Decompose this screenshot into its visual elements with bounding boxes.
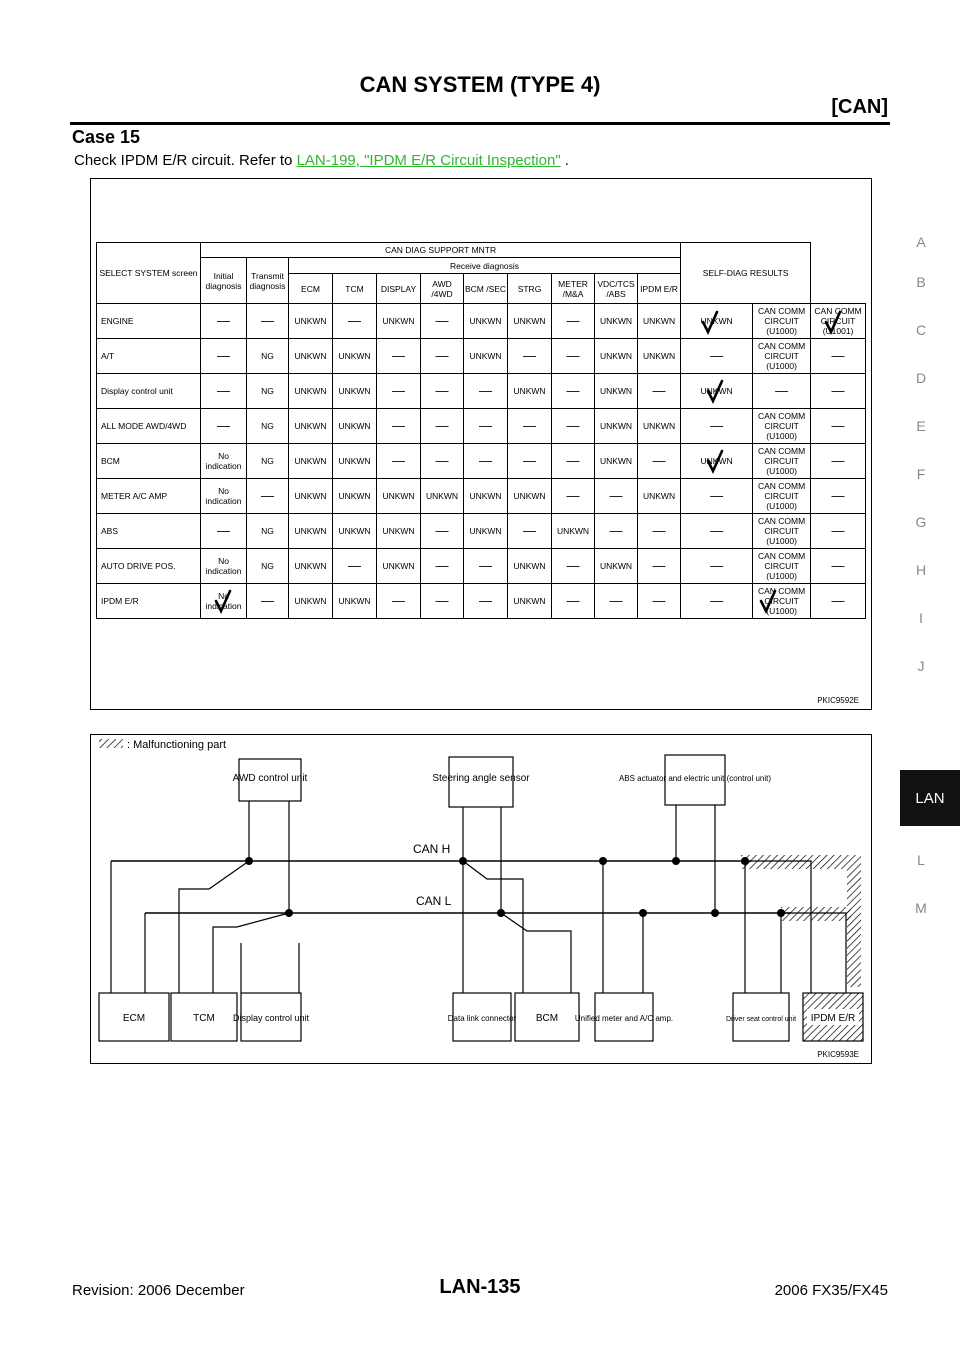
table-cell: NG [247,514,289,549]
row-system-name: BCM [97,444,201,479]
table-cell: — [681,584,753,619]
table-cell: NG [247,549,289,584]
table-row [97,479,866,514]
table-cell: UNKWN [464,479,508,514]
table-cell: — [638,549,681,584]
table-cell: UNKWN [508,304,552,339]
table-cell: UNKWN [638,409,681,444]
row-system-name: METER A/C AMP [97,479,201,514]
case-text-suffix: . [560,152,569,169]
table-cell: UNKWN [289,514,333,549]
table-cell: UNKWN [595,444,638,479]
table-cell: — [811,409,866,444]
receive-col-header: DISPLAY [377,274,421,304]
row-system-name: A/T [97,339,201,374]
index-e[interactable]: E [916,418,926,434]
select-system-header: SELECT SYSTEM screen [97,243,201,304]
row-system-name: IPDM E/R [97,584,201,619]
table-cell: CAN COMM CIRCUIT (U1000) [753,584,811,619]
index-h[interactable]: H [915,562,927,578]
tcm-label: TCM [193,1013,215,1024]
bcm-label: BCM [535,1013,559,1024]
table-row [97,409,866,444]
table-cell: — [421,444,464,479]
table-cell: — [201,304,247,339]
driver-seat-label: Driver seat control unit [725,1016,797,1023]
row-system-name: AUTO DRIVE POS. [97,549,201,584]
table-cell: UNKWN [289,549,333,584]
table-cell: — [333,549,377,584]
table-cell: — [681,409,753,444]
table-cell: UNKWN [333,479,377,514]
figure-code: PKIC9592E [817,696,859,705]
case-text [74,152,569,169]
table-cell: — [247,479,289,514]
steering-angle-sensor-label: Steering angle sensor [432,773,530,784]
table-cell: — [333,304,377,339]
table-cell: — [201,339,247,374]
table-row [97,374,866,409]
abs-unit-label: ABS actuator and electric unit (control unit) [618,774,772,783]
unified-meter-label: Unified meter and A/C amp. [574,1014,674,1023]
table-cell: UNKWN [289,444,333,479]
display-control-unit-label: Display control unit [232,1013,310,1023]
row-system-name: ALL MODE AWD/4WD [97,409,201,444]
table-row [97,304,866,339]
table-cell: UNKWN [377,479,421,514]
table-cell: — [638,374,681,409]
table-cell: — [247,584,289,619]
row-system-name: ABS [97,514,201,549]
index-m[interactable]: M [915,900,927,916]
table-cell: — [811,444,866,479]
legend-hatch-icon [99,739,123,748]
table-cell: — [552,549,595,584]
table-cell: UNKWN [333,514,377,549]
table-cell: — [421,339,464,374]
table-cell: CAN COMM CIRCUIT (U1000) [753,304,811,339]
receive-col-header: BCM /SEC [464,274,508,304]
inspection-link[interactable]: LAN-199, "IPDM E/R Circuit Inspection" [296,152,561,169]
table-cell: — [681,549,753,584]
table-cell: — [595,479,638,514]
table-cell: — [753,374,811,409]
table-cell: CAN COMM CIRCUIT (U1000) [753,549,811,584]
table-cell: UNKWN [464,339,508,374]
table-row [97,339,866,374]
table-cell: — [811,479,866,514]
table-cell: — [421,409,464,444]
receive-col-header: VDC/TCS /ABS [595,274,638,304]
can-h-label: CAN H [413,842,451,856]
index-d[interactable]: D [915,370,927,386]
receive-col-header: AWD /4WD [421,274,464,304]
table-cell: CAN COMM CIRCUIT (U1001) [811,304,866,339]
table-cell: — [377,374,421,409]
malfunction-can-l-area [781,907,851,921]
transmit-diag-header: Transmit diagnosis [247,258,289,304]
diagnosis-figure [90,178,872,710]
index-g[interactable]: G [915,514,927,530]
table-cell: No indication [201,444,247,479]
table-row [97,549,866,584]
table-cell: UNKWN [464,304,508,339]
table-cell: — [201,514,247,549]
row-system-name: Display control unit [97,374,201,409]
table-cell: UNKWN [595,304,638,339]
table-cell: — [681,514,753,549]
table-cell: No indication [201,584,247,619]
table-cell: — [421,514,464,549]
table-cell: — [464,374,508,409]
table-cell: — [552,584,595,619]
awd-control-unit-label: AWD control unit [232,773,308,784]
table-cell: — [464,409,508,444]
table-cell: UNKWN [681,304,753,339]
table-cell: — [811,374,866,409]
table-cell: No indication [201,479,247,514]
table-row [97,444,866,479]
can-diag-header: CAN DIAG SUPPORT MNTR [201,243,681,258]
table-cell: UNKWN [289,339,333,374]
table-cell: — [508,339,552,374]
index-c[interactable]: C [915,322,927,338]
table-cell: — [377,409,421,444]
case-text-prefix: Check IPDM E/R circuit. Refer to [74,152,297,169]
table-cell: — [464,584,508,619]
row-system-name: ENGINE [97,304,201,339]
table-cell: UNKWN [333,584,377,619]
table-cell: UNKWN [681,444,753,479]
table-cell: — [638,584,681,619]
footer-model: 2006 FX35/FX45 [774,1282,888,1299]
table-cell: — [552,444,595,479]
table-cell: — [377,584,421,619]
index-b[interactable]: B [916,274,926,290]
receive-diag-header: Receive diagnosis [289,258,681,274]
receive-col-header: STRG [508,274,552,304]
page-title: CAN SYSTEM (TYPE 4) [359,72,601,97]
table-cell: UNKWN [681,374,753,409]
table-cell: — [552,339,595,374]
table-cell: — [201,374,247,409]
table-cell: UNKWN [595,339,638,374]
initial-diag-header: Initial diagnosis [201,258,247,304]
table-cell: — [638,514,681,549]
legend-label: : Malfunctioning part [127,739,227,751]
table-cell: UNKWN [333,339,377,374]
table-cell: — [464,549,508,584]
table-cell: — [681,339,753,374]
table-cell: UNKWN [289,374,333,409]
table-cell: — [421,374,464,409]
index-a[interactable]: A [916,234,926,250]
table-cell: UNKWN [508,479,552,514]
table-cell: — [552,409,595,444]
table-cell: UNKWN [508,584,552,619]
table-cell: — [595,514,638,549]
figure-code-2: PKIC9593E [817,1050,859,1059]
table-cell: UNKWN [333,409,377,444]
index-j[interactable]: J [917,658,925,674]
table-cell: UNKWN [595,549,638,584]
table-cell: UNKWN [421,479,464,514]
table-cell: — [377,444,421,479]
table-cell: — [811,339,866,374]
table-cell: UNKWN [508,374,552,409]
header-rule [70,122,890,125]
table-cell: NG [247,444,289,479]
table-cell: CAN COMM CIRCUIT (U1000) [753,514,811,549]
table-cell: — [421,549,464,584]
table-cell: — [247,304,289,339]
table-cell: UNKWN [377,304,421,339]
table-cell: UNKWN [289,304,333,339]
table-cell: — [464,444,508,479]
table-cell: UNKWN [289,409,333,444]
table-cell: CAN COMM CIRCUIT (U1000) [753,339,811,374]
table-cell: — [552,479,595,514]
receive-col-header: ECM [289,274,333,304]
table-row [97,514,866,549]
receive-col-header: TCM [333,274,377,304]
table-cell: UNKWN [638,479,681,514]
table-cell: UNKWN [595,374,638,409]
table-cell: UNKWN [595,409,638,444]
self-diag-header: SELF-DIAG RESULTS [681,243,811,304]
can-diagram [91,735,871,1063]
table-cell: — [421,584,464,619]
page-number: LAN-135 [439,1276,521,1298]
section-label: [CAN] [831,96,888,118]
table-cell: — [552,374,595,409]
receive-col-header: IPDM E/R [638,274,681,304]
table-cell: UNKWN [638,339,681,374]
table-cell: NG [247,409,289,444]
side-index [900,0,960,1358]
table-cell: UNKWN [333,374,377,409]
table-cell: NG [247,374,289,409]
table-cell: CAN COMM CIRCUIT (U1000) [753,479,811,514]
table-cell: UNKWN [289,584,333,619]
receive-col-header: METER /M&A [552,274,595,304]
can-wiring-figure [90,734,872,1064]
data-link-connector-label: Data link connector [447,1014,517,1023]
table-row [97,584,866,619]
table-cell: CAN COMM CIRCUIT (U1000) [753,409,811,444]
index-f[interactable]: F [916,466,926,482]
table-cell: UNKWN [377,549,421,584]
table-cell: — [811,584,866,619]
table-cell: — [421,304,464,339]
case-title: Case 15 [72,127,141,147]
table-cell: UNKWN [638,304,681,339]
table-cell: No indication [201,549,247,584]
table-cell: CAN COMM CIRCUIT (U1000) [753,444,811,479]
diagnosis-table [96,242,866,619]
table-cell: — [508,409,552,444]
index-i[interactable]: I [919,610,923,626]
table-cell: NG [247,339,289,374]
table-cell: — [811,549,866,584]
ecm-label: ECM [122,1013,146,1024]
table-cell: — [508,514,552,549]
table-cell: — [377,339,421,374]
table-cell: UNKWN [333,444,377,479]
table-cell: — [681,479,753,514]
table-cell: — [552,304,595,339]
index-lan-tab[interactable]: LAN [900,770,960,826]
table-cell: — [595,584,638,619]
table-cell: UNKWN [464,514,508,549]
footer-revision: Revision: 2006 December [72,1282,245,1299]
table-cell: UNKWN [552,514,595,549]
table-cell: UNKWN [508,549,552,584]
table-cell: UNKWN [377,514,421,549]
can-l-label: CAN L [416,894,452,908]
ipdm-er-label: IPDM E/R [810,1013,856,1024]
table-cell: — [638,444,681,479]
table-cell: — [811,514,866,549]
table-cell: — [508,444,552,479]
index-l[interactable]: L [917,852,925,868]
table-cell: UNKWN [289,479,333,514]
table-cell: — [201,409,247,444]
